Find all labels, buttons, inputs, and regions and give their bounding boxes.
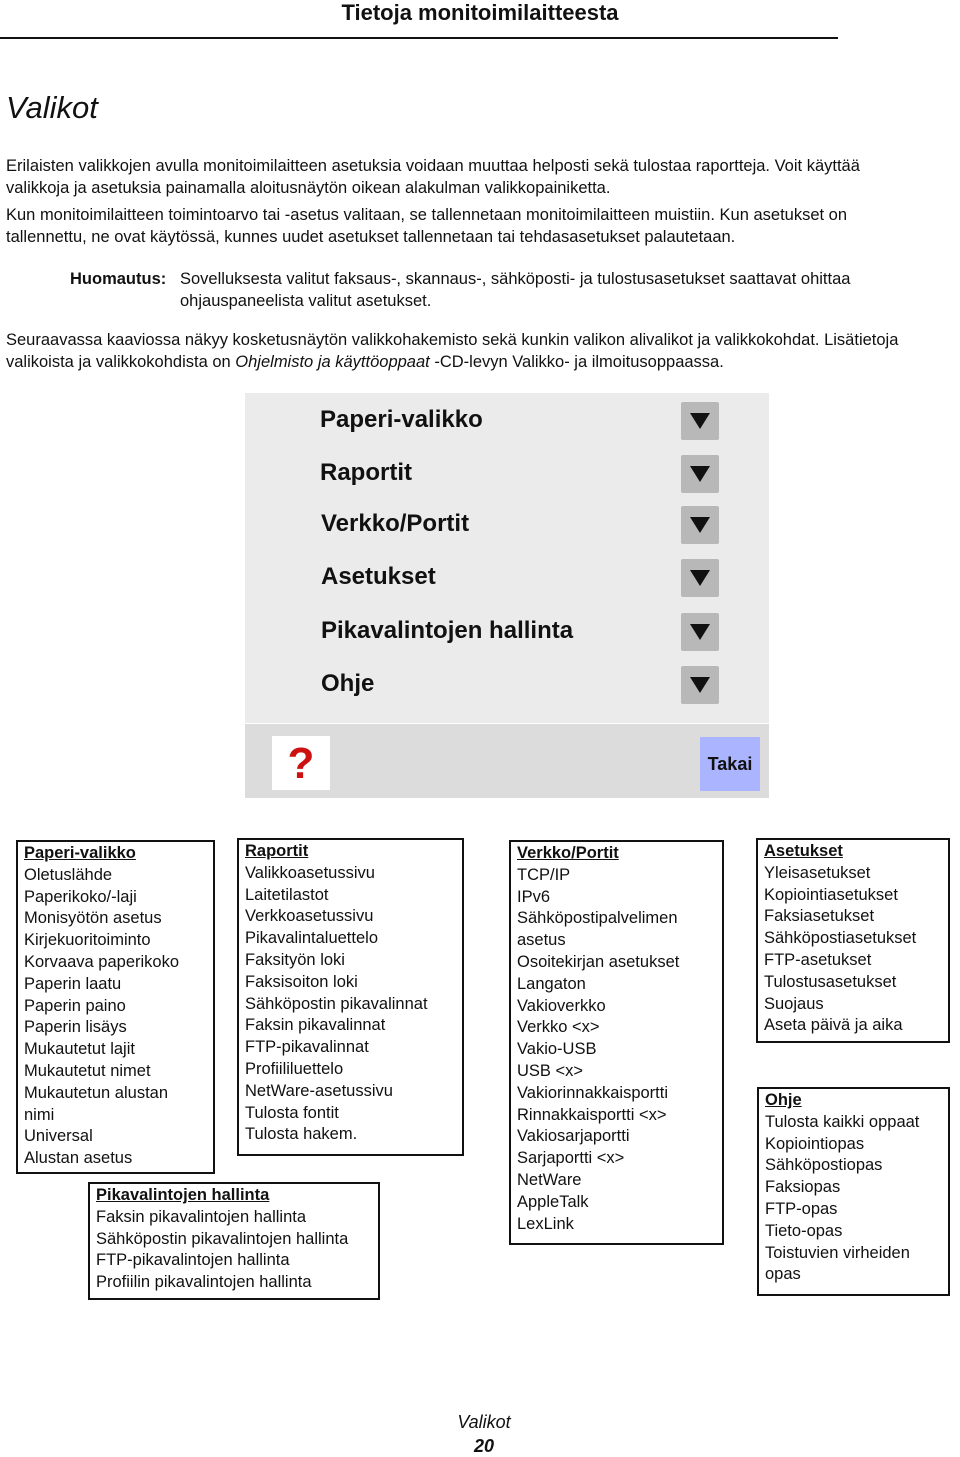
- list-item: Osoitekirjan asetukset: [517, 952, 680, 971]
- diagram-intro-line1: Seuraavassa kaaviossa näkyy kosketusnäytön valikkohakemisto sekä kunkin valikon alivalikot ja valikkokohdat. Lisätietoja: [6, 331, 899, 349]
- intro-paragraph-1: [6, 155, 954, 199]
- menu-item-label: Paperi-valikko: [320, 406, 483, 433]
- list-item: Faksityön loki: [245, 950, 345, 969]
- paperi-valikko-box: [16, 840, 215, 1174]
- list-item: Profiilin pikavalintojen hallinta: [96, 1273, 312, 1292]
- list-item: Paperin paino: [24, 996, 126, 1015]
- list-item: Vakioverkko: [517, 996, 606, 1015]
- page-number: 20: [473, 1436, 495, 1456]
- list-item: Paperin lisäys: [24, 1018, 127, 1037]
- intro-p2-line1: Kun monitoimilaitteen toimintoarvo tai -asetus valitaan, se tallennetaan monitoimilaitteen muistiin. Kun asetukset on: [6, 206, 848, 224]
- touch-screen-bottom-bar: [245, 724, 769, 798]
- list-item: Toistuvien virheiden: [765, 1243, 910, 1262]
- menu-item-label: Asetukset: [321, 563, 436, 590]
- list-item: Tulostusasetukset: [764, 972, 897, 991]
- list-item: Faksin pikavalinnat: [245, 1016, 386, 1035]
- note-text: [180, 268, 950, 312]
- help-button[interactable]: ?: [272, 736, 330, 790]
- menu-item-pikavalintojen-hallinta[interactable]: [245, 613, 769, 653]
- list-item: Suojaus: [764, 994, 824, 1013]
- list-item: Kirjekuoritoiminto: [24, 931, 151, 950]
- list-item: Tulosta kaikki oppaat: [765, 1112, 920, 1131]
- touch-screen-menu: [245, 393, 769, 723]
- list-item: Langaton: [517, 974, 586, 993]
- list-item: Sähköpostipalvelimen: [517, 909, 678, 928]
- list-item: Laitetilastot: [245, 885, 329, 904]
- list-item: USB <x>: [517, 1061, 584, 1080]
- asetukset-box: [756, 838, 950, 1043]
- list-item: FTP-opas: [765, 1199, 838, 1218]
- list-item: Vakio-USB: [517, 1040, 597, 1059]
- menu-item-label: Ohje: [321, 670, 375, 697]
- list-item: Kopiointiopas: [765, 1134, 865, 1153]
- menu-item-paperi-valikko[interactable]: [245, 402, 769, 442]
- menu-item-label: Raportit: [320, 459, 412, 486]
- chevron-down-icon[interactable]: [681, 455, 719, 493]
- chevron-down-icon[interactable]: [681, 613, 719, 651]
- section-title: Valikot: [6, 90, 98, 125]
- cd-title: Ohjelmisto ja käyttöoppaat: [235, 353, 430, 371]
- box-title: Asetukset: [764, 842, 843, 860]
- list-item: Faksiopas: [765, 1178, 841, 1197]
- list-item: Tulosta hakem.: [245, 1125, 358, 1144]
- list-item: Yleisasetukset: [764, 863, 871, 882]
- box-title: Pikavalintojen hallinta: [96, 1186, 270, 1204]
- list-item: Valikkoasetussivu: [245, 863, 375, 882]
- intro-p1-line1: Erilaisten valikkojen avulla monitoimilaitteen asetuksia voidaan muuttaa helposti sekä tulostaa raportteja. Voit käyttää: [6, 157, 860, 175]
- menu-item-label: Pikavalintojen hallinta: [321, 617, 574, 644]
- list-item: Aseta päivä ja aika: [764, 1016, 903, 1035]
- list-item: Mukautetut lajit: [24, 1040, 135, 1059]
- list-item: Universal: [24, 1127, 93, 1146]
- running-header: Tietoja monitoimilaitteesta: [341, 0, 619, 25]
- list-item: Mukautetut nimet: [24, 1061, 151, 1080]
- menu-item-asetukset[interactable]: [245, 559, 769, 599]
- menu-item-raportit[interactable]: [245, 455, 769, 495]
- verkko-portit-box: [509, 840, 724, 1245]
- list-item: Verkkoasetussivu: [245, 907, 374, 926]
- diagram-intro: [6, 329, 954, 373]
- intro-p1-line2: valikkoja ja asetuksia painamalla aloitusnäytön oikean alakulman valikkopainiketta.: [6, 179, 611, 197]
- list-item: Faksin pikavalintojen hallinta: [96, 1207, 307, 1226]
- list-item: Mukautetun alustan: [24, 1083, 169, 1102]
- list-item: Sähköpostin pikavalintojen hallinta: [96, 1229, 349, 1248]
- list-item: IPv6: [517, 887, 551, 906]
- intro-p2-line2: tallennettu, ne ovat käytössä, kunnes uudet asetukset tallennetaan tai tehdasasetukset palautetaan.: [6, 228, 736, 246]
- list-item: opas: [765, 1265, 801, 1284]
- list-item: Sähköpostiopas: [765, 1156, 883, 1175]
- chevron-down-icon[interactable]: [681, 402, 719, 440]
- list-item: nimi: [24, 1105, 55, 1124]
- list-item: Monisyötön asetus: [24, 909, 162, 928]
- list-item: Faksiasetukset: [764, 907, 875, 926]
- list-item: Paperin laatu: [24, 974, 122, 993]
- list-item: Rinnakkaisportti <x>: [517, 1105, 667, 1124]
- list-item: Sähköpostiasetukset: [764, 929, 917, 948]
- list-item: TCP/IP: [517, 865, 571, 884]
- list-item: Oletuslähde: [24, 865, 113, 884]
- chevron-down-icon[interactable]: [681, 506, 719, 544]
- list-item: Sähköpostin pikavalinnat: [245, 994, 428, 1013]
- ohje-box: [757, 1087, 950, 1296]
- footer-section: Valikot: [457, 1412, 511, 1432]
- list-item: LexLink: [517, 1214, 574, 1233]
- list-item: Profiililuettelo: [245, 1059, 344, 1078]
- list-item: Verkko <x>: [517, 1018, 600, 1037]
- list-item: AppleTalk: [517, 1192, 589, 1211]
- list-item: Paperikoko/-laji: [24, 887, 137, 906]
- list-item: Faksisoiton loki: [245, 972, 358, 991]
- note-label: Huomautus:: [70, 270, 167, 288]
- list-item: asetus: [517, 931, 566, 950]
- list-item: Tulosta fontit: [245, 1103, 339, 1122]
- list-item: Alustan asetus: [24, 1149, 133, 1168]
- list-item: FTP-asetukset: [764, 950, 872, 969]
- list-item: Kopiointiasetukset: [764, 885, 898, 904]
- back-button[interactable]: Takai: [700, 737, 760, 791]
- raportit-box: [237, 838, 464, 1156]
- list-item: Sarjaportti <x>: [517, 1149, 625, 1168]
- list-item: Pikavalintaluettelo: [245, 929, 378, 948]
- list-item: FTP-pikavalintojen hallinta: [96, 1251, 290, 1270]
- chevron-down-icon[interactable]: [681, 559, 719, 597]
- list-item: Vakiorinnakkaisportti: [517, 1083, 669, 1102]
- list-item: FTP-pikavalinnat: [245, 1038, 369, 1057]
- list-item: NetWare-asetussivu: [245, 1081, 393, 1100]
- box-title: Verkko/Portit: [517, 844, 619, 862]
- box-title: Ohje: [765, 1091, 802, 1109]
- header-rule: [0, 37, 838, 39]
- list-item: Vakiosarjaportti: [517, 1127, 630, 1146]
- menu-item-verkko-portit[interactable]: [245, 506, 769, 546]
- intro-paragraph-2: [6, 204, 954, 248]
- box-title: Paperi-valikko: [24, 844, 136, 862]
- list-item: Korvaava paperikoko: [24, 952, 180, 971]
- list-item: Tieto-opas: [765, 1221, 843, 1240]
- box-title: Raportit: [245, 842, 309, 860]
- pikavalintojen-hallinta-box: [88, 1182, 380, 1300]
- menu-item-label: Verkko/Portit: [321, 510, 470, 537]
- chevron-down-icon[interactable]: [681, 666, 719, 704]
- menu-item-ohje[interactable]: [245, 666, 769, 706]
- note-line2: ohjauspaneelista valitut asetukset.: [180, 292, 432, 310]
- diagram-intro-line2: valikoista ja valikkokohdista on Ohjelmisto ja käyttöoppaat -CD-levyn Valikko- ja ilmoitusoppaassa.: [6, 353, 724, 371]
- list-item: NetWare: [517, 1170, 582, 1189]
- note-line1: Sovelluksesta valitut faksaus-, skannaus-, sähköposti- ja tulostusasetukset saattavat ohittaa: [180, 270, 851, 288]
